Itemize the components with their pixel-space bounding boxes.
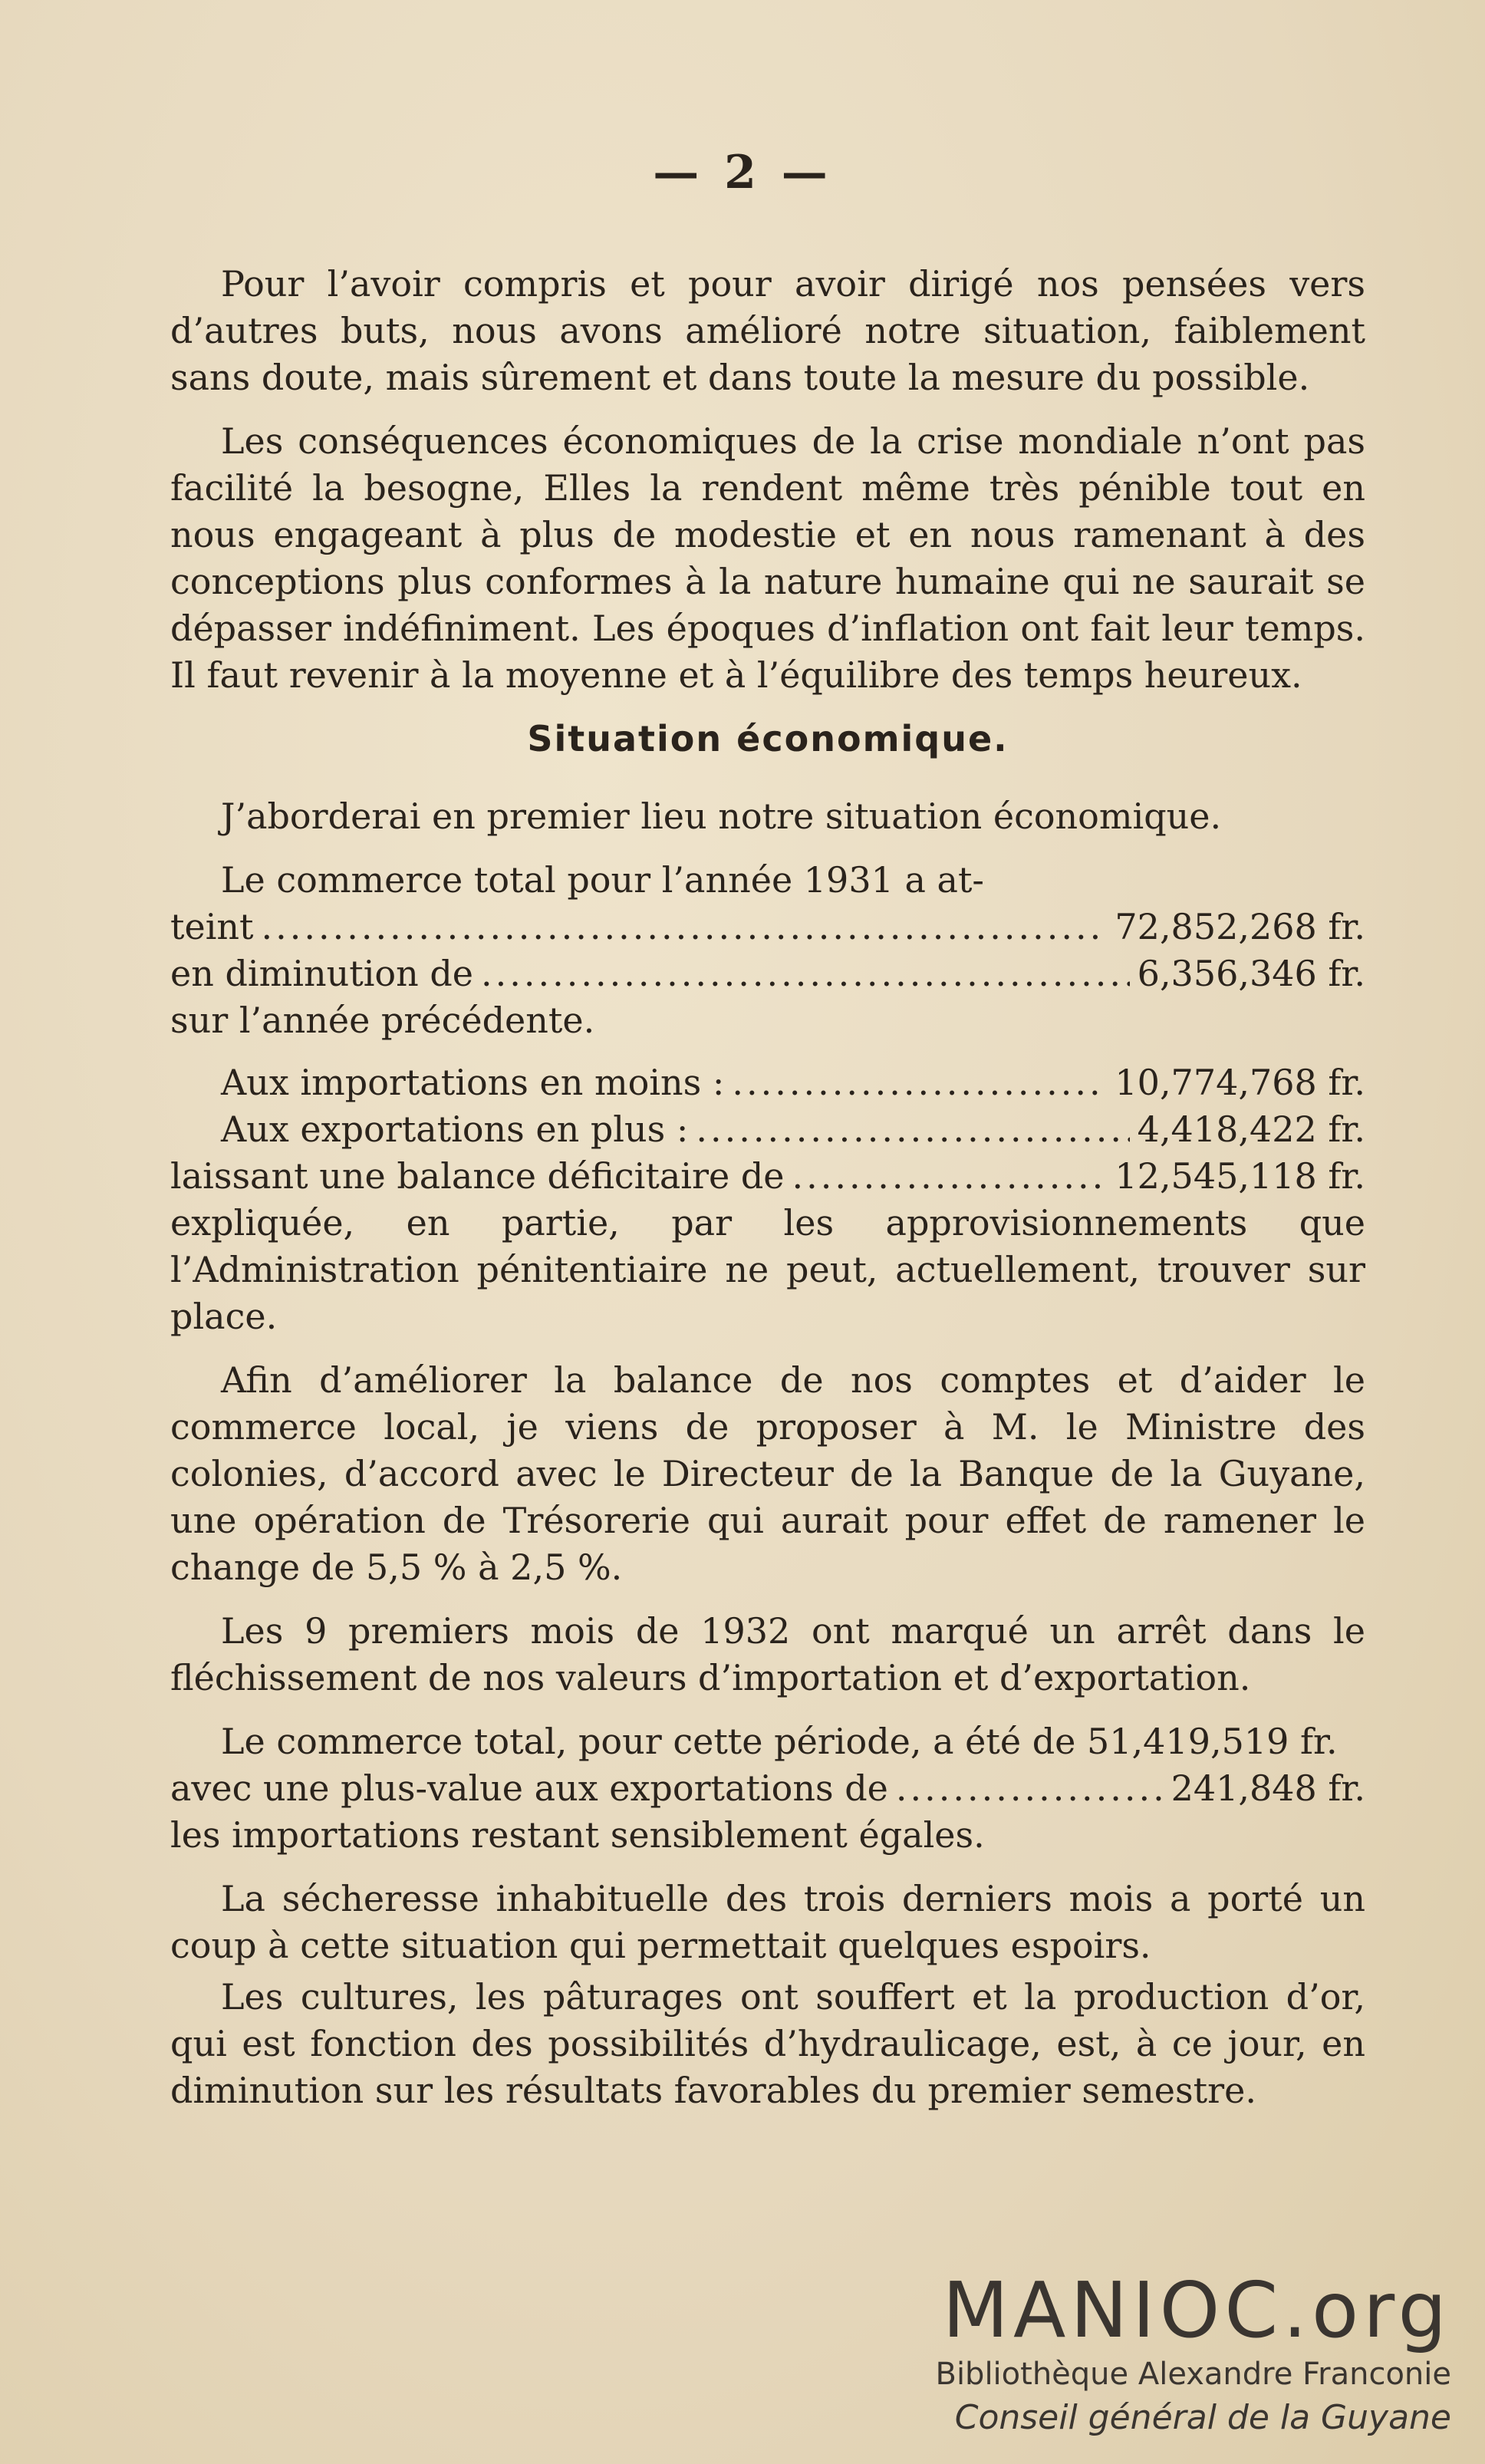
imports-label: Aux importations en moins :: [221, 1062, 725, 1103]
manioc-logo: MANIOC.org: [942, 2265, 1451, 2355]
imports-value: 10,774,768 fr.: [1115, 1062, 1365, 1103]
council-name: Conseil général de la Guyane: [954, 2398, 1451, 2437]
dot-leader: [481, 950, 1130, 997]
decrease-label: en diminution de: [170, 953, 474, 994]
manioc-watermark: [930, 2265, 1451, 2437]
commerce-total-value: 72,852,268 fr.: [1115, 906, 1365, 947]
surplus-value: 241,848 fr.: [1171, 1767, 1365, 1809]
decrease-value: 6,356,346 fr.: [1137, 953, 1365, 994]
library-name: Bibliothèque Alexandre Franconie: [935, 2357, 1451, 2392]
dot-leader: [732, 1059, 1107, 1106]
exports-value: 4,418,422 fr.: [1137, 1108, 1365, 1150]
exports-row: [170, 1106, 1365, 1153]
section-heading: Situation économique.: [527, 718, 1009, 759]
paragraph-production: Les cultures, les pâturages ont souffert et la production d’or, qui est fonction des possibilités d’hydraulicage, est, à ce jour, en diminution sur les résultats favorables du premier semestre.: [170, 1976, 1365, 2111]
deficit-row: [170, 1153, 1365, 1200]
dot-leader: [792, 1153, 1108, 1200]
dot-leader: [696, 1106, 1129, 1153]
previous-year-note: sur l’année précédente.: [170, 1000, 595, 1041]
commerce-total-label: teint: [170, 906, 254, 947]
deficit-explanation: expliquée, en partie, par les approvisionnements que l’Administration pénitentiaire ne peut, actuellement, trouver sur place.: [170, 1202, 1365, 1337]
imports-row: [170, 1059, 1365, 1106]
surplus-label: avec une plus-value aux exportations de: [170, 1767, 888, 1809]
commerce-1931-block: [170, 857, 1365, 1340]
paragraph-1932: Les 9 premiers mois de 1932 ont marqué un arrêt dans le fléchissement de nos valeurs d’importation et d’exportation.: [170, 1610, 1365, 1698]
page-number: — 2 —: [653, 146, 832, 199]
exports-label: Aux exportations en plus :: [221, 1108, 689, 1150]
deficit-value: 12,545,118 fr.: [1115, 1155, 1365, 1197]
paragraph-intro: Pour l’avoir compris et pour avoir dirigé nos pensées vers d’autres buts, nous avons amélioré notre situation, faiblement sans doute, mais sûrement et dans toute la mesure du possible.: [170, 263, 1365, 398]
paragraph-exchange: Afin d’améliorer la balance de nos comptes et d’aider le commerce local, je viens de proposer à M. le Ministre des colonies, d’accord avec le Directeur de la Banque de la Guyane, une opération de Trésorerie qui aurait pour effet de ramener le change de 5,5 % à 2,5 %.: [170, 1359, 1365, 1588]
paragraph-drought: La sécheresse inhabituelle des trois derniers mois a porté un coup à cette situation qui permettait quelques espoirs.: [170, 1878, 1365, 1966]
surplus-row: [170, 1765, 1365, 1812]
dot-leader: [262, 904, 1108, 950]
deficit-label: laissant une balance déficitaire de: [170, 1155, 785, 1197]
commerce-1932-total: Le commerce total, pour cette période, a été de 51,419,519 fr.: [221, 1721, 1338, 1762]
decrease-row: [170, 950, 1365, 997]
commerce-total-row: [170, 904, 1365, 950]
commerce-1932-block: [170, 1718, 1365, 1859]
commerce-1931-intro: Le commerce total pour l’année 1931 a at-: [221, 859, 984, 901]
document-body: [170, 261, 1365, 2131]
imports-equal-note: les importations restant sensiblement égales.: [170, 1814, 985, 1856]
paragraph-crisis: Les conséquences économiques de la crise mondiale n’ont pas facilité la besogne, Elles la rendent même très pénible tout en nous engageant à plus de modestie et en nous ramenant à des conceptions plus conformes à la nature humaine qui ne saurait se dépasser indéfiniment. Les époques d’inflation ont fait leur temps. Il faut revenir à la moyenne et à l’équilibre des temps heureux.: [170, 420, 1365, 696]
paragraph-economic-intro: J’aborderai en premier lieu notre situation économique.: [221, 796, 1222, 837]
dot-leader: [896, 1765, 1164, 1812]
